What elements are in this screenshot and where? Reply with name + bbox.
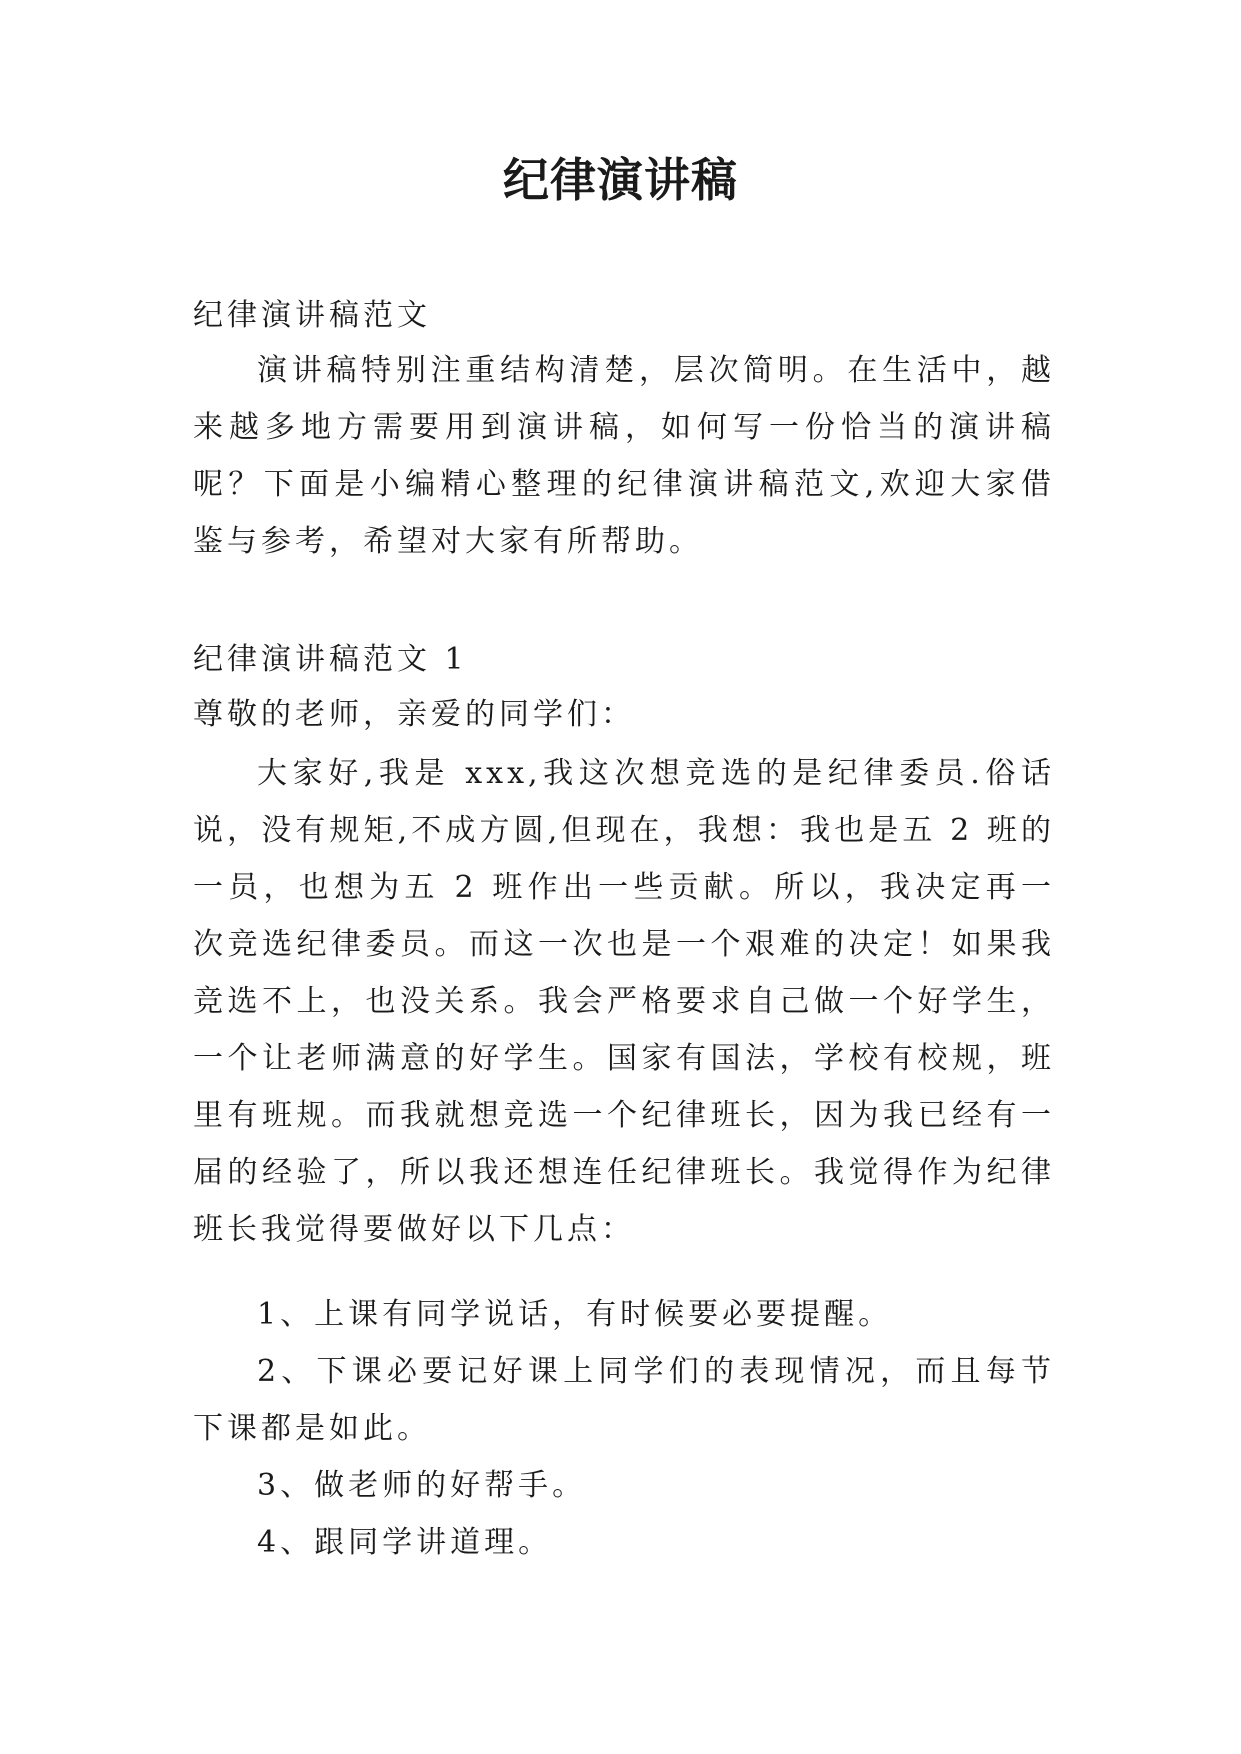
point-item-4: 4、跟同学讲道理。 (257, 1525, 553, 1560)
main-paragraph: 大家好,我是 xxx,我这次想竞选的是纪律委员.俗话说，没有规矩,不成方圆,但现在，我想：我也是五 2 班的一员，也想为五 2 班作出一些贡献。所以，我决定再一次竞选纪律委员。而这一次也是一个艰难的决定！如果我竞选不上，也没关系。我会严格要求自己做一个好学生，一个让老师满意的好学生。国家有国法，学校有校规，班里有班规。而我就想竞选一个纪律班长，因为我已经有一届的经验了，所以我还想连任纪律班长。我觉得作为纪律班长我觉得要做好以下几点： (193, 756, 1055, 1247)
section-heading: 纪律演讲稿范文 1 (193, 642, 468, 677)
salutation: 尊敬的老师，亲爱的同学们： (193, 697, 635, 732)
subtitle: 纪律演讲稿范文 (193, 298, 431, 333)
point-item-3: 3、做老师的好帮手。 (257, 1468, 587, 1503)
document-title: 纪律演讲稿 (503, 153, 738, 207)
intro-paragraph: 演讲稿特别注重结构清楚，层次简明。在生活中，越来越多地方需要用到演讲稿，如何写一份恰当的演讲稿呢？下面是小编精心整理的纪律演讲稿范文,欢迎大家借鉴与参考，希望对大家有所帮助。 (193, 353, 1055, 559)
point-item-2: 2、下课必要记好课上同学们的表现情况，而且每节下课都是如此。 (193, 1354, 1055, 1446)
point-item-1: 1、上课有同学说话，有时候要必要提醒。 (257, 1297, 893, 1332)
